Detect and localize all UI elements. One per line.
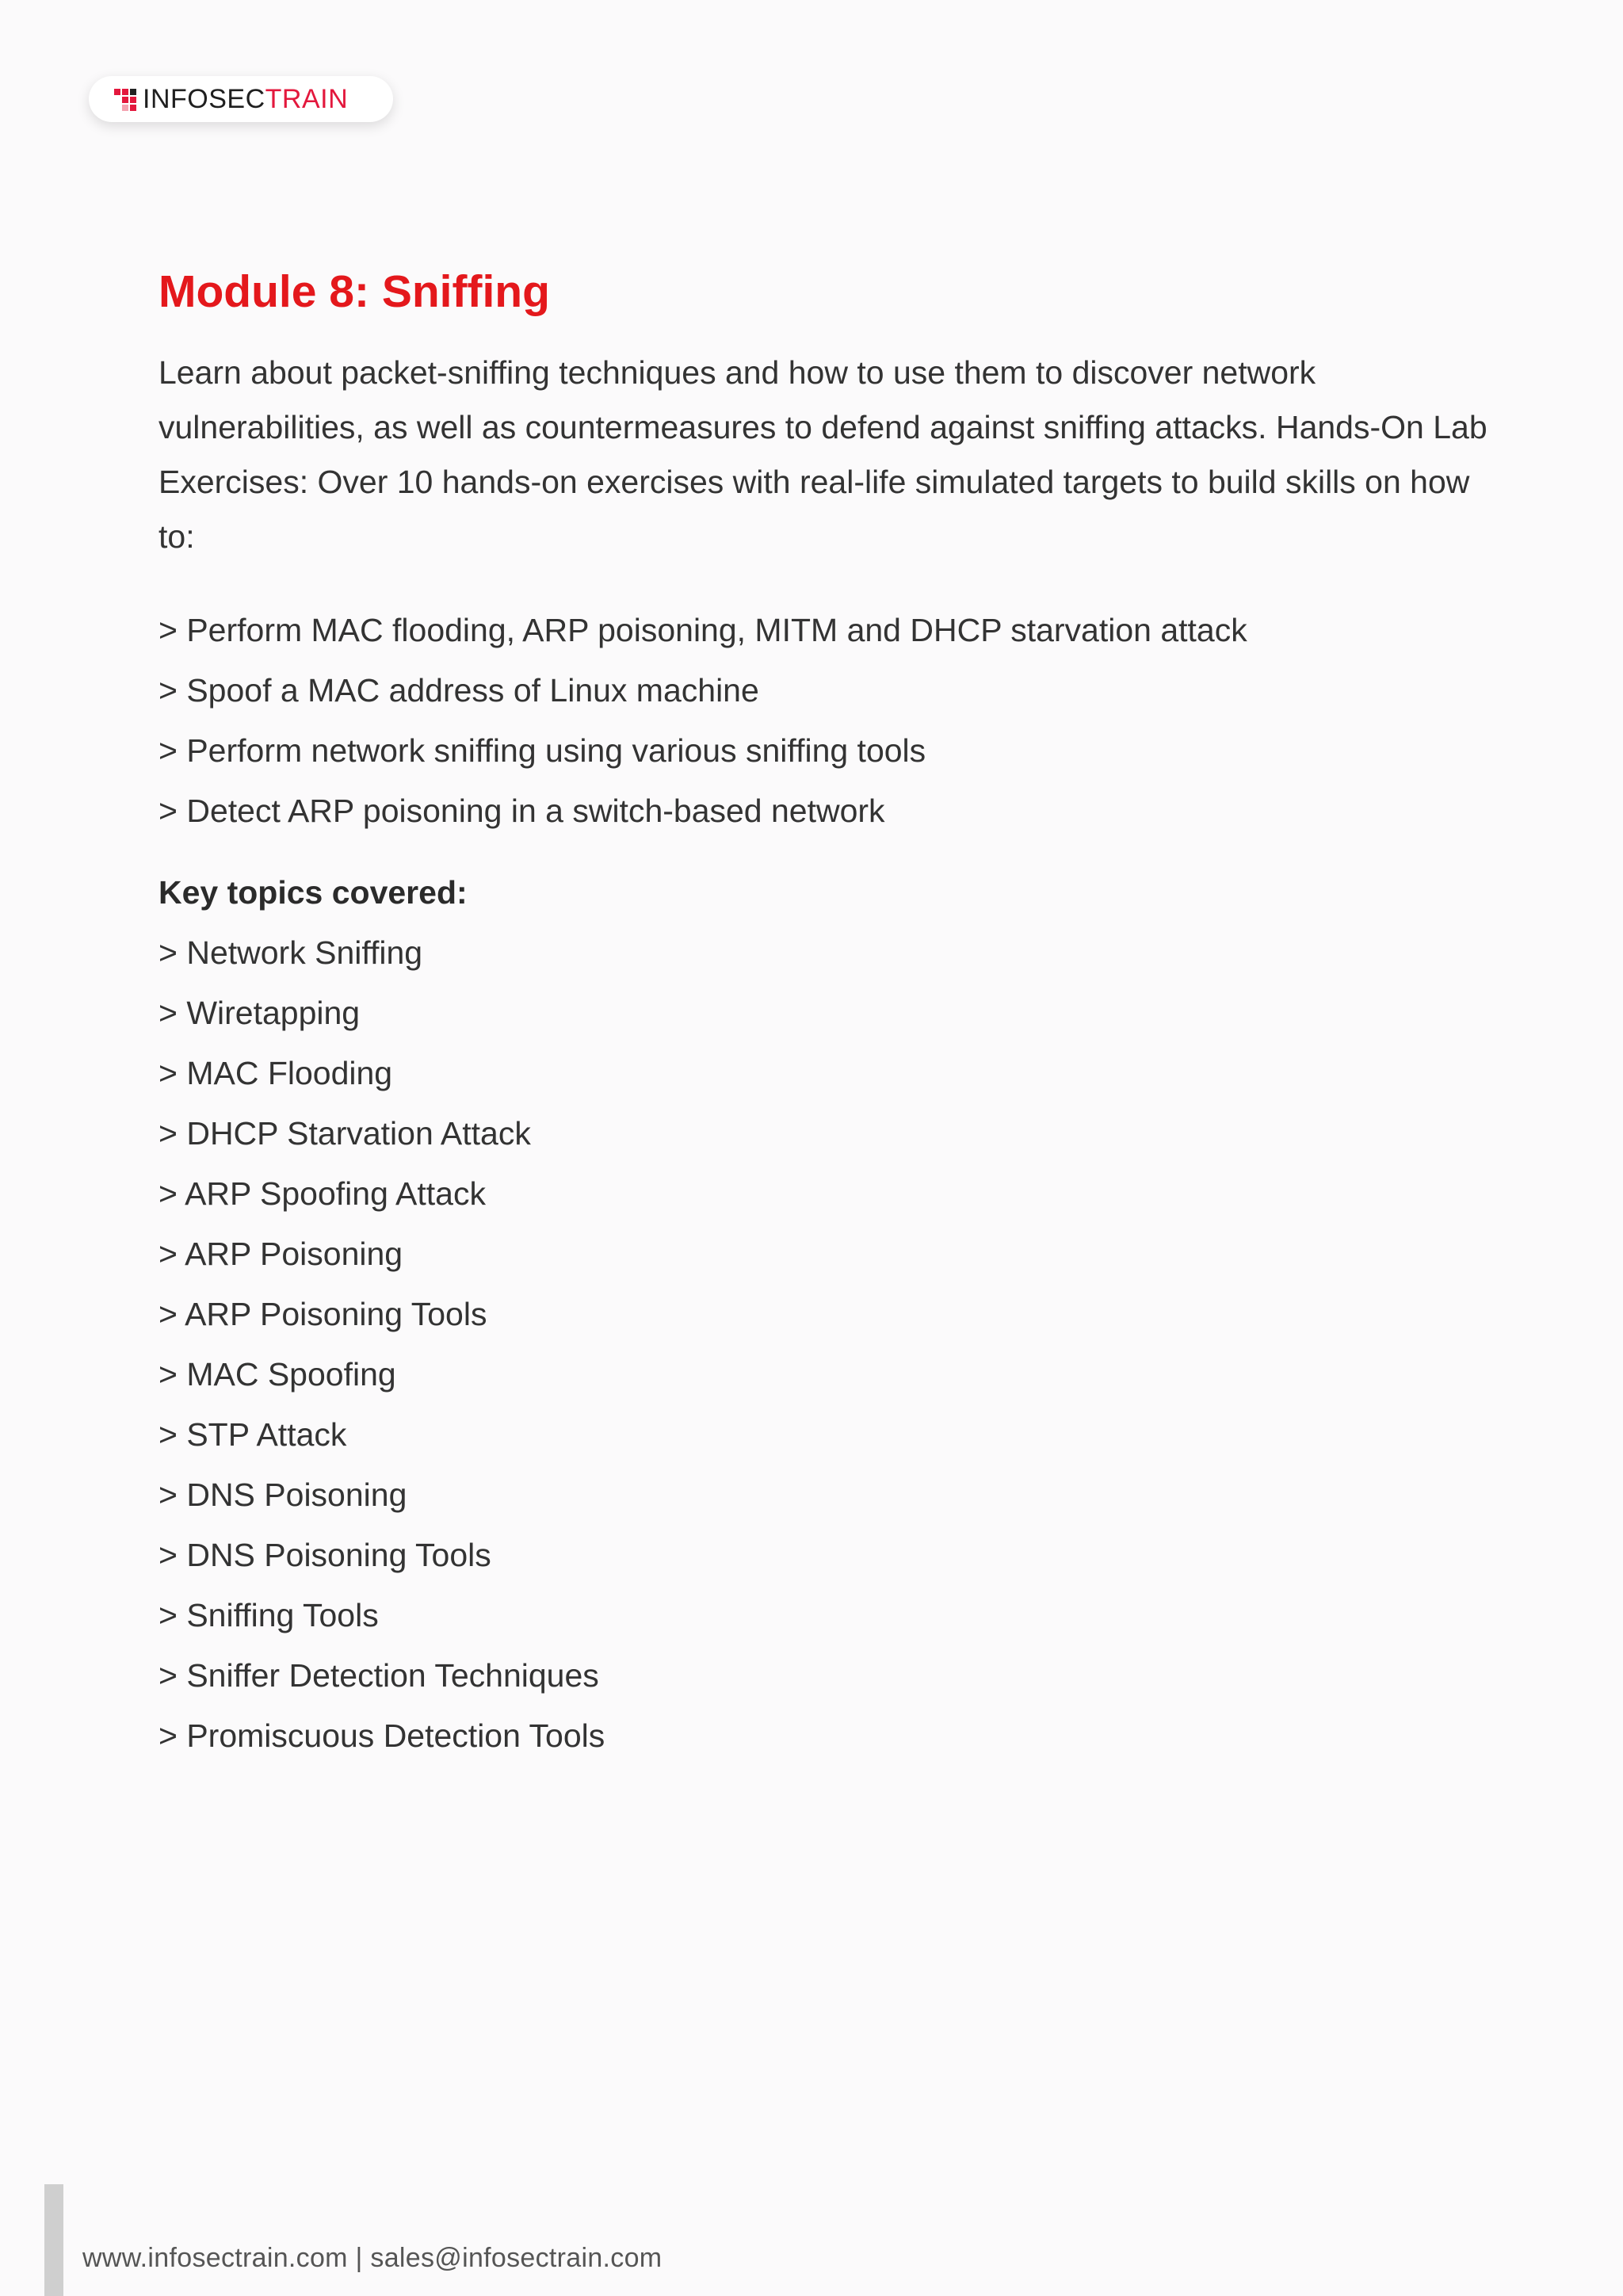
topic-item: > MAC Flooding bbox=[158, 1055, 393, 1091]
logo-word-infosec: INFOSEC bbox=[143, 84, 265, 114]
footer-accent-bar bbox=[44, 2184, 63, 2296]
module-intro: Learn about packet-sniffing techniques and how to use them to discover network vulnerabilities, as well as countermeasures to defend against sniffing attacks. Hands-On Lab Exercises: Over 10 hands-on exercises with real-life simulated targets to build skills on how to: bbox=[158, 354, 1487, 555]
brand-logo bbox=[89, 76, 393, 122]
topic-item: > DNS Poisoning bbox=[158, 1477, 407, 1513]
topic-item: > Sniffing Tools bbox=[158, 1597, 379, 1633]
logo-word-train: TRAIN bbox=[265, 84, 349, 114]
lab-item: > Perform network sniffing using various sniffing tools bbox=[158, 732, 926, 769]
topic-item: > ARP Spoofing Attack bbox=[158, 1175, 486, 1212]
lab-item: > Detect ARP poisoning in a switch-based network bbox=[158, 793, 885, 829]
topic-item: > MAC Spoofing bbox=[158, 1356, 396, 1392]
module-title: Module 8: Sniffing bbox=[158, 266, 550, 317]
topic-item: > STP Attack bbox=[158, 1416, 347, 1453]
topic-item: > Sniffer Detection Techniques bbox=[158, 1657, 599, 1694]
lab-item: > Perform MAC flooding, ARP poisoning, MITM and DHCP starvation attack bbox=[158, 612, 1247, 648]
topics-heading: Key topics covered: bbox=[158, 874, 468, 911]
topic-item: > ARP Poisoning Tools bbox=[158, 1296, 487, 1332]
topic-item: > Wiretapping bbox=[158, 995, 361, 1031]
logo-text bbox=[143, 86, 348, 113]
lab-exercise-list bbox=[158, 600, 1247, 841]
topic-item: > ARP Poisoning bbox=[158, 1236, 403, 1272]
topic-item: > Promiscuous Detection Tools bbox=[158, 1717, 605, 1754]
topics-list bbox=[158, 923, 605, 1766]
footer-contact: www.infosectrain.com | sales@infosectrain.com bbox=[82, 2243, 663, 2273]
topic-item: > Network Sniffing bbox=[158, 934, 423, 971]
lab-item: > Spoof a MAC address of Linux machine bbox=[158, 672, 759, 709]
topic-item: > DNS Poisoning Tools bbox=[158, 1537, 491, 1573]
logo-mark-icon bbox=[114, 89, 136, 111]
topic-item: > DHCP Starvation Attack bbox=[158, 1115, 531, 1152]
